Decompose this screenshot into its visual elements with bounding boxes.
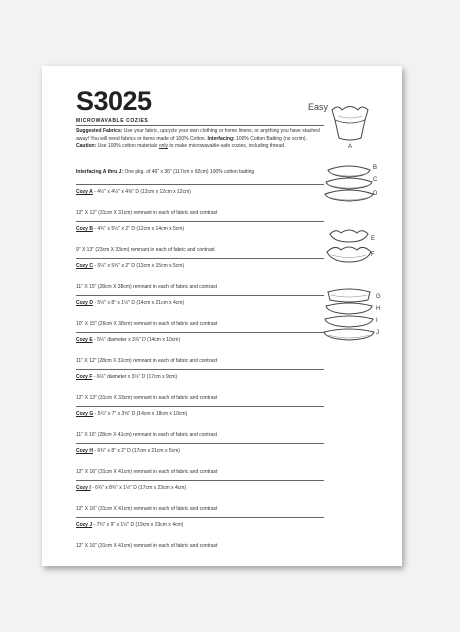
interfacing-line bbox=[76, 169, 326, 175]
cozy-title bbox=[76, 337, 180, 343]
cozy-name: Cozy B bbox=[76, 226, 93, 232]
cozy-divider bbox=[76, 258, 324, 259]
interfacing-label: Interfacing: bbox=[207, 135, 235, 142]
cozy-dimensions: - 4¾" x 5½" x 2" D (12cm x 14cm x 5cm) bbox=[92, 226, 185, 232]
cozy-fabric-requirement: 12" X 16" (31cm X 41cm) remnant in each of fabric and contrast bbox=[76, 469, 218, 475]
cozy-name: Cozy A bbox=[76, 189, 93, 195]
cozy-fabric-requirement: 12" X 16" (31cm X 41cm) remnant in each of fabric and contrast bbox=[76, 506, 218, 512]
cozy-ef-illustration bbox=[324, 226, 374, 266]
cozy-fabric-requirement: 12" X 12" (31cm X 31cm) remnant in each of fabric and contrast bbox=[76, 210, 218, 216]
cozy-dimensions: - 5½" x 8" x 1½" D (14cm x 21cm x 4cm) bbox=[92, 300, 185, 306]
interfacing-text: 100% Cotton Batting (no scrim). bbox=[234, 135, 307, 142]
illustration-letter: A bbox=[348, 144, 353, 150]
cozy-title bbox=[76, 226, 184, 232]
cozy-divider bbox=[76, 295, 324, 296]
pattern-sheet bbox=[42, 66, 402, 566]
cozy-name: Cozy C bbox=[76, 263, 93, 269]
suggested-fabrics-label: Suggested Fabrics: bbox=[76, 128, 123, 134]
cozy-title bbox=[76, 522, 183, 528]
cozy-divider bbox=[76, 443, 324, 444]
cozy-dimensions: - 6¾" x 8¾" x 1½" D (17cm x 23cm x 4cm) bbox=[90, 485, 187, 491]
cozy-dimensions: - 6¾" x 8" x 2" D (17cm x 21cm x 5cm) bbox=[92, 448, 180, 454]
cozy-dimensions: - 7¾" x 9" x 1½" D (19cm x 23cm x 4cm) bbox=[92, 522, 184, 528]
cozy-divider bbox=[76, 184, 324, 185]
caution-text-end: to make microwavable-safe cozies, including thread. bbox=[168, 143, 286, 150]
illustration-letter: E bbox=[371, 236, 376, 242]
cozy-fabric-requirement: 12" X 13" (31cm X 33cm) remnant in each of fabric and contrast bbox=[76, 395, 218, 401]
cozy-fabric-requirement: 11" X 16" (28cm X 41cm) remnant in each of fabric and contrast bbox=[76, 432, 218, 438]
cozy-dimensions: - 5¼" x 5¾" x 2" D (13cm x 15cm x 5cm) bbox=[92, 263, 185, 269]
cozy-dimensions: - 4½" x 4½" x 4⅝" D (12cm x 12cm x 12cm) bbox=[92, 189, 191, 195]
cozy-divider bbox=[76, 332, 324, 333]
cozy-title bbox=[76, 411, 187, 417]
cozy-title bbox=[76, 189, 191, 195]
cozy-a-illustration bbox=[328, 104, 372, 144]
interfacing-line-label: Interfacing A thru J: bbox=[76, 169, 124, 175]
cozy-divider bbox=[76, 221, 324, 222]
cozy-title bbox=[76, 448, 180, 454]
cozy-divider bbox=[76, 517, 324, 518]
suggested-fabrics bbox=[76, 128, 326, 151]
cozy-name: Cozy E bbox=[76, 337, 93, 343]
suggested-fabrics-text: Use your fabric, upcycle your own clothing or home linens, or anything you have stashed away! You will need fabrics or items made of 100% Cotton. bbox=[76, 128, 320, 142]
cozy-dimensions: - 5½" diameter x 3⅞" D (14cm x 10cm) bbox=[92, 337, 181, 343]
cozy-title bbox=[76, 263, 184, 269]
cozy-fabric-requirement: 10" X 15" (26cm X 38cm) remnant in each of fabric and contrast bbox=[76, 321, 218, 327]
header-divider bbox=[76, 125, 324, 126]
caution-only: only bbox=[158, 143, 168, 150]
cozy-title bbox=[76, 374, 177, 380]
caution-text: Use 100% cotton materials bbox=[96, 143, 159, 150]
illustration-letter: B bbox=[373, 165, 378, 171]
illustration-letter: H bbox=[376, 306, 381, 312]
illustration-letter: C bbox=[373, 177, 378, 183]
cozy-fabric-requirement: 9" X 13" (23cm X 33cm) remnant in each of fabric and contrast bbox=[76, 247, 215, 253]
cozy-name: Cozy G bbox=[76, 411, 94, 417]
cozy-name: Cozy H bbox=[76, 448, 93, 454]
cozy-title bbox=[76, 300, 184, 306]
cozy-name: Cozy J bbox=[76, 522, 93, 528]
illustration-letter: J bbox=[376, 330, 379, 336]
cozy-fabric-requirement: 11" X 12" (28cm X 31cm) remnant in each of fabric and contrast bbox=[76, 358, 218, 364]
cozy-fabric-requirement: 11" X 15" (28cm X 38cm) remnant in each of fabric and contrast bbox=[76, 284, 218, 290]
cozy-fabric-requirement: 12" X 16" (31cm X 41cm) remnant in each of fabric and contrast bbox=[76, 543, 218, 549]
illustration-letter: D bbox=[373, 191, 378, 197]
cozy-bcd-illustration bbox=[324, 162, 374, 202]
pattern-code: S3025 bbox=[76, 86, 152, 116]
cozy-divider bbox=[76, 406, 324, 407]
pattern-subtitle: MICROWAVABLE COZIES bbox=[76, 118, 149, 124]
cozy-name: Cozy F bbox=[76, 374, 93, 380]
caution-label: Caution: bbox=[76, 143, 97, 150]
cozy-divider bbox=[76, 480, 324, 481]
illustration-letter: I bbox=[376, 318, 378, 324]
cozy-name: Cozy I bbox=[76, 485, 91, 491]
difficulty-label: Easy bbox=[308, 102, 329, 112]
cozy-title bbox=[76, 485, 186, 491]
illustration-letter: F bbox=[371, 252, 375, 258]
cozy-divider bbox=[76, 369, 324, 370]
interfacing-line-text: One pkg. of 46" x 36" (117cm x 92cm) 100% cotton batting bbox=[123, 169, 255, 175]
illustration-letter: G bbox=[376, 294, 381, 300]
cozy-name: Cozy D bbox=[76, 300, 93, 306]
cozy-ghij-illustration bbox=[322, 286, 376, 342]
cozy-dimensions: - 5¼" x 7" x 3⅝" D (14cm x 18cm x 10cm) bbox=[93, 411, 188, 417]
cozy-dimensions: - 6½" diameter x 3½" D (17cm x 9cm) bbox=[92, 374, 178, 380]
